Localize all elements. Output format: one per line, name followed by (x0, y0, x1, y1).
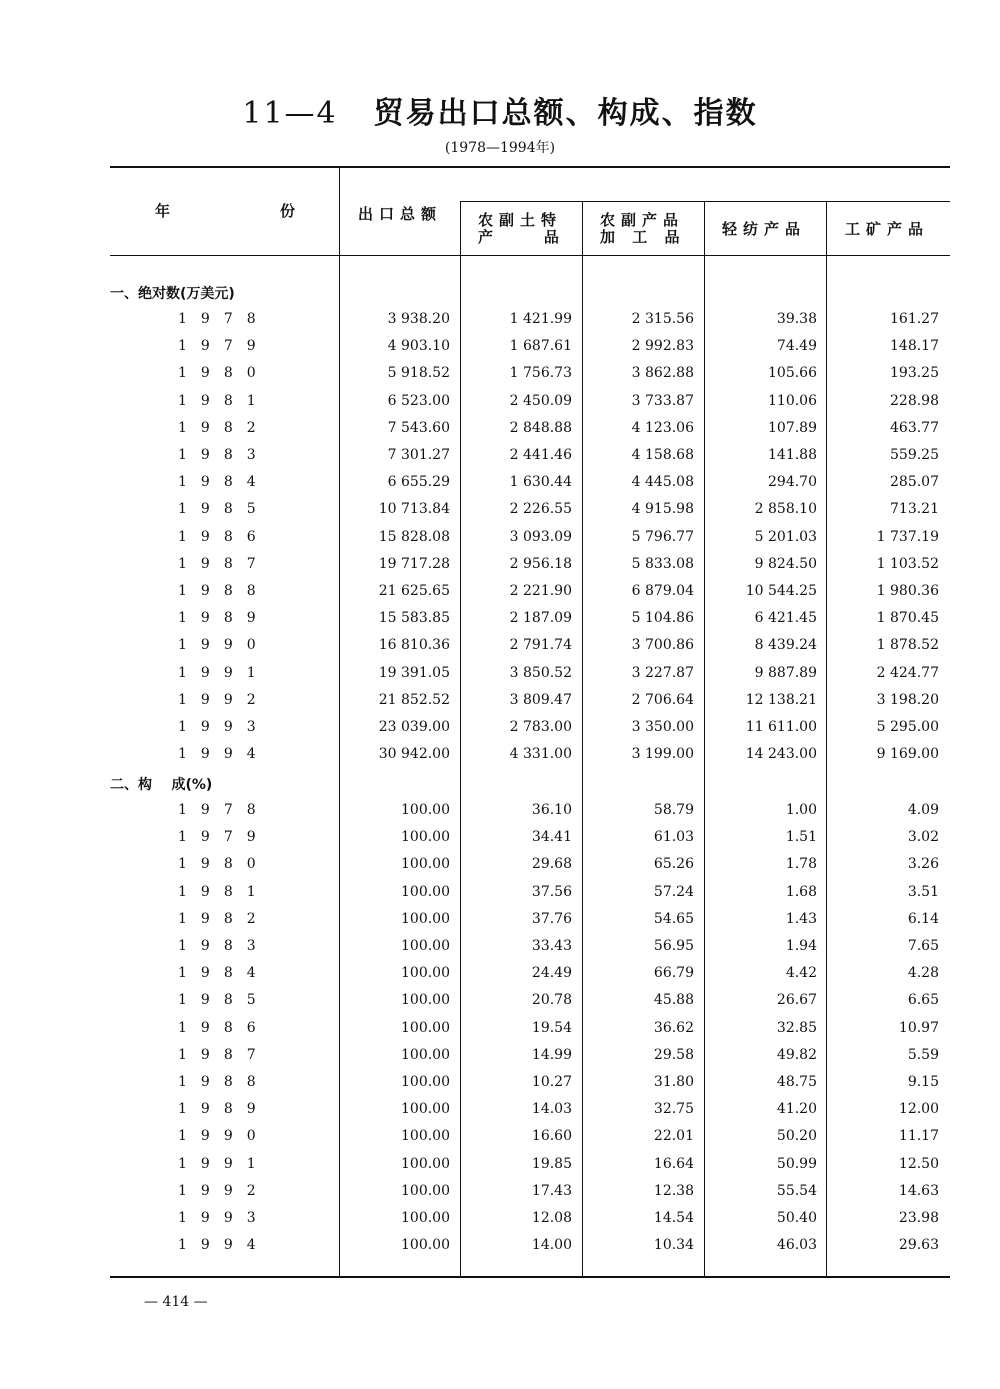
cell-year: 1989 (178, 1101, 270, 1118)
table-row (110, 1020, 950, 1047)
cell-proc: 4 158.68 (631, 447, 694, 463)
cell-textile: 2 858.10 (754, 501, 817, 518)
cell-textile: 11 611.00 (745, 719, 817, 735)
cell-agri: 2 221.90 (509, 583, 572, 599)
cell-mining: 7.65 (907, 938, 939, 954)
table-row (110, 965, 950, 992)
cell-total: 3 938.20 (387, 311, 450, 327)
top-rule (110, 166, 950, 168)
cell-textile: 107.89 (768, 419, 817, 436)
cell-mining: 14.63 (898, 1182, 939, 1199)
cell-proc: 31.80 (653, 1074, 694, 1090)
cell-agri: 12.08 (531, 1210, 572, 1226)
header-agri-line2: 产 品 (478, 228, 565, 246)
cell-mining: 3.02 (907, 829, 939, 846)
cell-proc: 14.54 (653, 1210, 694, 1226)
cell-mining: 3 198.20 (876, 691, 939, 708)
cell-total: 100.00 (401, 965, 450, 982)
table-row (110, 637, 950, 664)
cell-textile: 49.82 (776, 1046, 817, 1063)
cell-textile: 1.00 (785, 802, 817, 818)
cell-agri: 3 093.09 (509, 528, 572, 545)
cell-mining: 12.50 (898, 1155, 939, 1172)
cell-agri: 1 630.44 (509, 474, 572, 491)
cell-textile: 50.40 (776, 1210, 817, 1226)
table-row (110, 1237, 950, 1264)
cell-textile: 4.42 (785, 965, 817, 982)
cell-mining: 1 737.19 (876, 528, 939, 545)
cell-agri: 2 441.46 (509, 447, 572, 463)
cell-mining: 559.25 (890, 447, 939, 463)
cell-year: 1992 (178, 691, 270, 708)
cell-year: 1985 (178, 501, 270, 518)
cell-proc: 3 199.00 (631, 746, 694, 763)
cell-year: 1982 (178, 910, 270, 927)
cell-proc: 66.79 (653, 965, 694, 982)
cell-year: 1985 (178, 992, 270, 1009)
cell-proc: 54.65 (653, 910, 694, 927)
cell-agri: 16.60 (531, 1128, 572, 1145)
cell-year: 1990 (178, 1128, 270, 1145)
cell-total: 100.00 (401, 883, 450, 900)
cell-agri: 17.43 (531, 1182, 572, 1199)
cell-year: 1989 (178, 610, 270, 627)
cell-proc: 2 315.56 (631, 311, 694, 327)
cell-total: 21 852.52 (378, 691, 450, 708)
cell-total: 100.00 (401, 856, 450, 873)
table-row (110, 938, 950, 965)
table-subtitle: (1978—1994年) (444, 140, 556, 156)
cell-proc: 45.88 (653, 992, 694, 1009)
cell-total: 100.00 (401, 1155, 450, 1172)
table-title-text: 贸易出口总额、构成、指数 (373, 96, 758, 131)
table-row (110, 365, 950, 392)
cell-mining: 228.98 (890, 392, 939, 409)
cell-proc: 61.03 (653, 829, 694, 846)
cell-year: 1992 (178, 1182, 270, 1199)
cell-total: 4 903.10 (387, 338, 450, 355)
cell-year: 1984 (178, 474, 270, 491)
cell-agri: 29.68 (531, 856, 572, 873)
table-row (110, 420, 950, 447)
cell-year: 1994 (178, 746, 270, 763)
cell-textile: 141.88 (768, 447, 817, 463)
cell-agri: 37.76 (531, 910, 572, 927)
cell-total: 7 543.60 (387, 419, 450, 436)
cell-agri: 34.41 (531, 829, 572, 846)
cell-year: 1983 (178, 447, 270, 463)
cell-total: 100.00 (401, 1046, 450, 1063)
cell-year: 1993 (178, 719, 270, 735)
cell-textile: 55.54 (776, 1182, 817, 1199)
table-row (110, 692, 950, 719)
cell-mining: 4.28 (907, 965, 939, 982)
table-number: 11—4 (242, 96, 338, 131)
header-textile: 轻纺产品 (722, 220, 807, 238)
cell-proc: 10.34 (653, 1237, 694, 1254)
cell-agri: 19.54 (531, 1019, 572, 1036)
cell-proc: 56.95 (653, 938, 694, 954)
cell-textile: 8 439.24 (754, 637, 817, 654)
cell-proc: 3 350.00 (631, 719, 694, 735)
cell-agri: 36.10 (531, 802, 572, 818)
cell-total: 100.00 (401, 802, 450, 818)
cell-textile: 10 544.25 (745, 583, 817, 599)
cell-total: 100.00 (401, 1237, 450, 1254)
cell-agri: 33.43 (531, 938, 572, 954)
cell-mining: 148.17 (890, 338, 939, 355)
cell-proc: 29.58 (653, 1046, 694, 1063)
cell-total: 10 713.84 (378, 501, 450, 518)
cell-agri: 19.85 (531, 1155, 572, 1172)
cell-total: 100.00 (401, 1074, 450, 1090)
header-total: 出口总额 (358, 205, 443, 223)
cell-textile: 9 824.50 (754, 555, 817, 572)
cell-agri: 2 956.18 (509, 555, 572, 572)
cell-year: 1987 (178, 555, 270, 572)
cell-year: 1986 (178, 1019, 270, 1036)
header-agri-line1: 农副土特 (478, 211, 563, 229)
cell-mining: 161.27 (890, 311, 939, 327)
cell-year: 1987 (178, 1046, 270, 1063)
cell-mining: 11.17 (898, 1128, 939, 1145)
cell-agri: 2 450.09 (509, 392, 572, 409)
cell-textile: 48.75 (776, 1074, 817, 1090)
section-label: 一、绝对数(万美元) (110, 286, 235, 302)
cell-year: 1983 (178, 938, 270, 954)
cell-agri: 1 756.73 (509, 365, 572, 382)
cell-proc: 3 700.86 (631, 637, 694, 654)
cell-mining: 193.25 (890, 365, 939, 382)
cell-textile: 14 243.00 (745, 746, 817, 763)
cell-mining: 10.97 (898, 1019, 939, 1036)
cell-proc: 5 796.77 (631, 528, 694, 545)
cell-textile: 1.94 (785, 938, 817, 954)
cell-textile: 46.03 (776, 1237, 817, 1254)
cell-textile: 9 887.89 (754, 664, 817, 681)
cell-textile: 105.66 (768, 365, 817, 382)
cell-agri: 1 421.99 (509, 311, 572, 327)
cell-agri: 2 187.09 (509, 610, 572, 627)
cell-year: 1984 (178, 965, 270, 982)
cell-agri: 2 226.55 (509, 501, 572, 518)
cell-proc: 32.75 (653, 1101, 694, 1118)
cell-total: 100.00 (401, 992, 450, 1009)
cell-total: 19 717.28 (378, 555, 450, 572)
table-row (110, 719, 950, 746)
cell-mining: 463.77 (890, 419, 939, 436)
cell-agri: 4 331.00 (509, 746, 572, 763)
table-row (110, 665, 950, 692)
cell-proc: 3 862.88 (631, 365, 694, 382)
cell-textile: 26.67 (776, 992, 817, 1009)
cell-total: 6 655.29 (387, 474, 450, 491)
cell-proc: 12.38 (653, 1182, 694, 1199)
cell-total: 100.00 (401, 1210, 450, 1226)
cell-mining: 23.98 (898, 1210, 939, 1226)
cell-proc: 16.64 (653, 1155, 694, 1172)
header-mining: 工矿产品 (845, 220, 930, 238)
cell-proc: 5 833.08 (631, 555, 694, 572)
cell-agri: 1 687.61 (509, 338, 572, 355)
page-number: — 414 — (144, 1294, 208, 1310)
cell-agri: 14.99 (531, 1046, 572, 1063)
subheader-rule (460, 201, 950, 202)
header-year-left: 年 (155, 202, 177, 220)
cell-agri: 2 783.00 (509, 719, 572, 735)
table-row (110, 501, 950, 528)
cell-mining: 1 103.52 (876, 555, 939, 572)
cell-textile: 74.49 (776, 338, 817, 355)
table-row (110, 610, 950, 637)
cell-total: 7 301.27 (387, 447, 450, 463)
cell-mining: 3.51 (907, 883, 939, 900)
cell-total: 21 625.65 (378, 583, 450, 599)
cell-mining: 4.09 (907, 802, 939, 818)
header-processed-line2: 加 工 品 (600, 228, 686, 246)
cell-mining: 3.26 (907, 856, 939, 873)
cell-total: 15 828.08 (378, 528, 450, 545)
cell-year: 1994 (178, 1237, 270, 1254)
table-row (110, 1183, 950, 1210)
cell-proc: 4 445.08 (631, 474, 694, 491)
table-row (110, 529, 950, 556)
cell-mining: 285.07 (890, 474, 939, 491)
cell-year: 1978 (178, 802, 270, 818)
cell-total: 6 523.00 (387, 392, 450, 409)
cell-total: 5 918.52 (387, 365, 450, 382)
table-title (0, 88, 1000, 132)
cell-agri: 14.00 (531, 1237, 572, 1254)
table-row (110, 884, 950, 911)
cell-agri: 20.78 (531, 992, 572, 1009)
header-processed-line1: 农副产品 (600, 211, 685, 229)
cell-year: 1978 (178, 311, 270, 327)
cell-year: 1988 (178, 583, 270, 599)
cell-agri: 2 848.88 (509, 419, 572, 436)
cell-year: 1981 (178, 392, 270, 409)
header-rule (110, 255, 950, 256)
table-row (110, 1101, 950, 1128)
cell-year: 1982 (178, 419, 270, 436)
cell-proc: 36.62 (653, 1019, 694, 1036)
table-row (110, 911, 950, 938)
cell-mining: 29.63 (898, 1237, 939, 1254)
table-row (110, 474, 950, 501)
cell-proc: 2 706.64 (631, 691, 694, 708)
cell-year: 1979 (178, 338, 270, 355)
table-row (110, 1074, 950, 1101)
table-row (110, 393, 950, 420)
cell-textile: 39.38 (776, 311, 817, 327)
cell-total: 30 942.00 (378, 746, 450, 763)
cell-proc: 4 915.98 (631, 501, 694, 518)
table-row (110, 856, 950, 883)
bottom-rule (110, 1276, 950, 1278)
table-row (110, 802, 950, 829)
cell-mining: 9.15 (907, 1074, 939, 1090)
table-row (110, 583, 950, 610)
cell-total: 100.00 (401, 938, 450, 954)
cell-year: 1980 (178, 365, 270, 382)
cell-year: 1986 (178, 528, 270, 545)
cell-total: 100.00 (401, 1128, 450, 1145)
cell-textile: 50.99 (776, 1155, 817, 1172)
cell-agri: 2 791.74 (509, 637, 572, 654)
cell-total: 100.00 (401, 1019, 450, 1036)
cell-textile: 6 421.45 (754, 610, 817, 627)
cell-year: 1981 (178, 883, 270, 900)
cell-mining: 1 870.45 (876, 610, 939, 627)
cell-proc: 6 879.04 (631, 583, 694, 599)
cell-textile: 12 138.21 (745, 691, 817, 708)
cell-total: 23 039.00 (378, 719, 450, 735)
table-row (110, 992, 950, 1019)
cell-textile: 5 201.03 (754, 528, 817, 545)
cell-year: 1991 (178, 664, 270, 681)
cell-textile: 1.78 (785, 856, 817, 873)
cell-proc: 5 104.86 (631, 610, 694, 627)
cell-agri: 3 850.52 (509, 664, 572, 681)
cell-total: 15 583.85 (378, 610, 450, 627)
cell-proc: 3 733.87 (631, 392, 694, 409)
table-row (110, 1210, 950, 1237)
cell-agri: 10.27 (531, 1074, 572, 1090)
cell-total: 100.00 (401, 1101, 450, 1118)
cell-agri: 24.49 (531, 965, 572, 982)
cell-agri: 37.56 (531, 883, 572, 900)
cell-mining: 1 878.52 (876, 637, 939, 654)
cell-mining: 713.21 (890, 501, 939, 518)
cell-total: 100.00 (401, 910, 450, 927)
cell-year: 1993 (178, 1210, 270, 1226)
cell-proc: 22.01 (653, 1128, 694, 1145)
table-row (110, 1047, 950, 1074)
cell-year: 1980 (178, 856, 270, 873)
cell-textile: 1.43 (785, 910, 817, 927)
cell-textile: 294.70 (768, 474, 817, 491)
cell-year: 1990 (178, 637, 270, 654)
cell-proc: 3 227.87 (631, 664, 694, 681)
cell-year: 1979 (178, 829, 270, 846)
cell-proc: 57.24 (653, 883, 694, 900)
cell-year: 1991 (178, 1155, 270, 1172)
table-row (110, 311, 950, 338)
cell-textile: 1.68 (785, 883, 817, 900)
cell-total: 100.00 (401, 829, 450, 846)
cell-mining: 1 980.36 (876, 583, 939, 599)
cell-mining: 5.59 (907, 1046, 939, 1063)
table-row (110, 1128, 950, 1155)
cell-mining: 2 424.77 (876, 664, 939, 681)
cell-year: 1988 (178, 1074, 270, 1090)
cell-proc: 58.79 (653, 802, 694, 818)
cell-proc: 65.26 (653, 856, 694, 873)
cell-agri: 14.03 (531, 1101, 572, 1118)
cell-total: 19 391.05 (378, 664, 450, 681)
cell-total: 16 810.36 (378, 637, 450, 654)
header-year-right: 份 (280, 202, 302, 220)
table-row (110, 746, 950, 773)
table-row (110, 556, 950, 583)
cell-agri: 3 809.47 (509, 691, 572, 708)
table-row (110, 447, 950, 474)
cell-mining: 5 295.00 (876, 719, 939, 735)
table-row (110, 338, 950, 365)
cell-proc: 4 123.06 (631, 419, 694, 436)
cell-textile: 1.51 (785, 829, 817, 846)
cell-mining: 6.65 (907, 992, 939, 1009)
cell-textile: 32.85 (776, 1019, 817, 1036)
cell-mining: 9 169.00 (876, 746, 939, 763)
cell-textile: 110.06 (768, 392, 817, 409)
cell-proc: 2 992.83 (631, 338, 694, 355)
cell-total: 100.00 (401, 1182, 450, 1199)
table-row (110, 1156, 950, 1183)
cell-mining: 12.00 (898, 1101, 939, 1118)
cell-textile: 50.20 (776, 1128, 817, 1145)
section-label: 二、构 成(%) (110, 777, 213, 793)
cell-textile: 41.20 (776, 1101, 817, 1118)
table-row (110, 829, 950, 856)
cell-mining: 6.14 (907, 910, 939, 927)
